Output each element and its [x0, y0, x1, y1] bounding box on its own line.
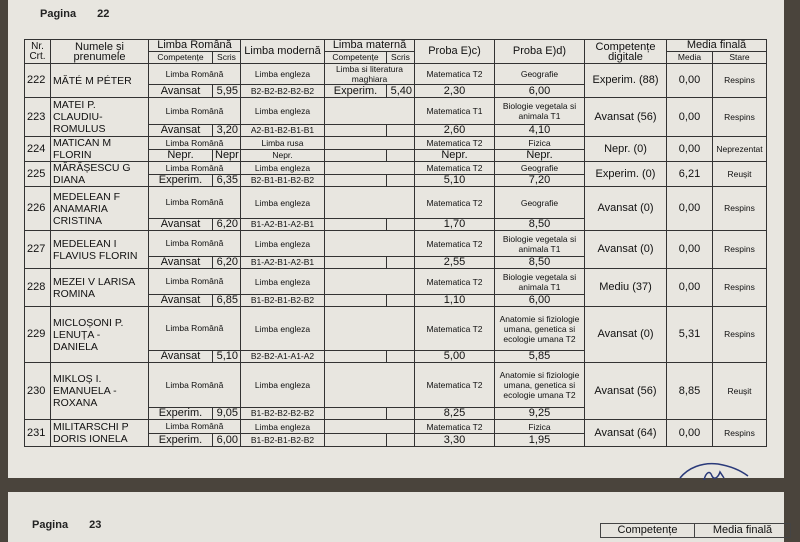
- stare-value: Respins: [713, 231, 767, 269]
- proba-c-subject: Matematica T2: [415, 269, 495, 295]
- proba-c-subject: Matematica T2: [415, 363, 495, 408]
- ro-written-grade: 5,10: [213, 351, 241, 363]
- signature-mark: [678, 458, 750, 484]
- digital-level: Avansat (0): [585, 307, 667, 363]
- matern-written-grade: [387, 175, 415, 187]
- stare-value: Respins: [713, 420, 767, 447]
- candidate-name: MEDELEAN I FLAVIUS FLORIN: [51, 231, 149, 269]
- col-matern-scris-header: Scris: [387, 52, 415, 64]
- row-nr: 222: [25, 64, 51, 98]
- ro-subject: Limba Română: [149, 363, 241, 408]
- row-nr: 231: [25, 420, 51, 447]
- col-ro-header: Limba Română: [149, 40, 241, 52]
- matern-subject: [325, 307, 415, 351]
- row-nr: 227: [25, 231, 51, 269]
- proba-d-subject: Anatomie si fiziologie umana, genetica si ecologie umana T2: [495, 307, 585, 351]
- digital-level: Avansat (64): [585, 420, 667, 447]
- table-row: [25, 420, 767, 434]
- col-media-finala-header: Media finală: [695, 524, 791, 538]
- proba-c-grade: 1,70: [415, 219, 495, 231]
- stare-value: Respins: [713, 307, 767, 363]
- ro-competence: Nepr.: [149, 150, 213, 162]
- page-header-22: [40, 8, 109, 20]
- candidate-name: MEDELEAN F ANAMARIA CRISTINA: [51, 187, 149, 231]
- proba-d-grade: 8,50: [495, 257, 585, 269]
- page-number: 22: [97, 8, 110, 20]
- proba-c-subject: Matematica T2: [415, 420, 495, 434]
- ro-subject: Limba Română: [149, 187, 241, 219]
- modern-level: B1-A2-B1-A2-B1: [241, 257, 325, 269]
- ro-competence: Experim.: [149, 175, 213, 187]
- page-header-23: [32, 519, 101, 531]
- row-nr: 226: [25, 187, 51, 231]
- proba-d-subject: Geografie: [495, 187, 585, 219]
- proba-d-subject: Biologie vegetala si animala T1: [495, 231, 585, 257]
- proba-c-grade: 5,00: [415, 351, 495, 363]
- col-proba-c-header: Proba E)c): [415, 40, 495, 64]
- stare-value: Neprezentat: [713, 137, 767, 162]
- matern-competence: [325, 351, 387, 363]
- modern-subject: Limba engleza: [241, 162, 325, 175]
- media-value: 0,00: [667, 231, 713, 269]
- matern-written-grade: [387, 150, 415, 162]
- proba-c-subject: Matematica T2: [415, 231, 495, 257]
- digital-level: Experim. (0): [585, 162, 667, 187]
- ro-written-grade: 6,35: [213, 175, 241, 187]
- ro-subject: Limba Română: [149, 307, 241, 351]
- proba-d-subject: Biologie vegetala si animala T1: [495, 98, 585, 125]
- table-row: [25, 363, 767, 408]
- digital-level: Avansat (0): [585, 187, 667, 231]
- modern-subject: Limba engleza: [241, 187, 325, 219]
- digital-level: Nepr. (0): [585, 137, 667, 162]
- modern-level: B1-B2-B1-B2-B2: [241, 434, 325, 447]
- proba-c-subject: Matematica T2: [415, 137, 495, 150]
- proba-c-grade: 8,25: [415, 408, 495, 420]
- matern-written-grade: [387, 408, 415, 420]
- proba-d-subject: Geografie: [495, 64, 585, 85]
- proba-d-grade: 5,85: [495, 351, 585, 363]
- col-stare-header: Stare: [713, 52, 767, 64]
- proba-c-subject: Matematica T2: [415, 64, 495, 85]
- matern-written-grade: [387, 125, 415, 137]
- stare-value: Reușit: [713, 162, 767, 187]
- candidate-name: MĂTÉ M PÉTER: [51, 64, 149, 98]
- proba-d-grade: 1,95: [495, 434, 585, 447]
- modern-subject: Limba engleza: [241, 269, 325, 295]
- candidate-name: MATICAN M FLORIN: [51, 137, 149, 162]
- row-nr: 225: [25, 162, 51, 187]
- stare-value: Respins: [713, 187, 767, 231]
- stare-value: Respins: [713, 64, 767, 98]
- table-row: [25, 162, 767, 175]
- results-table-next-page: [600, 523, 791, 538]
- ro-written-grade: 3,20: [213, 125, 241, 137]
- col-ro-scris-header: Scris: [213, 52, 241, 64]
- proba-c-grade: 3,30: [415, 434, 495, 447]
- table-row: [25, 231, 767, 257]
- row-nr: 230: [25, 363, 51, 420]
- digital-level: Avansat (0): [585, 231, 667, 269]
- candidate-name: MATEI P. CLAUDIU-ROMULUS: [51, 98, 149, 137]
- matern-competence: [325, 257, 387, 269]
- col-matern-comp-header: Competențe: [325, 52, 387, 64]
- ro-subject: Limba Română: [149, 269, 241, 295]
- ro-subject: Limba Română: [149, 137, 241, 150]
- proba-d-grade: Nepr.: [495, 150, 585, 162]
- matern-written-grade: [387, 257, 415, 269]
- media-value: 0,00: [667, 98, 713, 137]
- matern-subject: [325, 231, 415, 257]
- media-value: 0,00: [667, 64, 713, 98]
- row-nr: 228: [25, 269, 51, 307]
- modern-level: B2-B2-B2-B2-B2: [241, 85, 325, 98]
- proba-c-subject: Matematica T2: [415, 187, 495, 219]
- proba-c-grade: 5,10: [415, 175, 495, 187]
- ro-written-grade: 6,20: [213, 219, 241, 231]
- proba-c-grade: 2,55: [415, 257, 495, 269]
- page-label: Pagina: [40, 8, 77, 20]
- candidate-name: MICLOȘONI P. LENUȚA - DANIELA: [51, 307, 149, 363]
- matern-subject: [325, 98, 415, 125]
- matern-subject: [325, 269, 415, 295]
- modern-subject: Limba engleza: [241, 98, 325, 125]
- candidate-name: MIKLOȘ I. EMANUELA - ROXANA: [51, 363, 149, 420]
- table-row: [25, 307, 767, 351]
- proba-d-grade: 4,10: [495, 125, 585, 137]
- proba-c-subject: Matematica T1: [415, 98, 495, 125]
- modern-level: A2-B1-B2-B1-B1: [241, 125, 325, 137]
- matern-written-grade: [387, 219, 415, 231]
- digital-level: Avansat (56): [585, 363, 667, 420]
- proba-c-grade: 2,30: [415, 85, 495, 98]
- proba-c-subject: Matematica T2: [415, 162, 495, 175]
- ro-written-grade: 9,05: [213, 408, 241, 420]
- proba-d-grade: 9,25: [495, 408, 585, 420]
- proba-c-grade: 2,60: [415, 125, 495, 137]
- proba-d-grade: 6,00: [495, 85, 585, 98]
- ro-written-grade: 6,20: [213, 257, 241, 269]
- matern-subject: [325, 187, 415, 219]
- modern-subject: Limba rusa: [241, 137, 325, 150]
- modern-level: B1-B2-B2-B2-B2: [241, 408, 325, 420]
- matern-subject: [325, 420, 415, 434]
- candidate-name: MILITARSCHI P DORIS IONELA: [51, 420, 149, 447]
- ro-competence: Avansat: [149, 125, 213, 137]
- stare-value: Respins: [713, 269, 767, 307]
- media-value: 0,00: [667, 420, 713, 447]
- ro-subject: Limba Română: [149, 98, 241, 125]
- matern-competence: [325, 408, 387, 420]
- ro-subject: Limba Română: [149, 162, 241, 175]
- page-label: Pagina: [32, 519, 69, 531]
- ro-competence: Avansat: [149, 219, 213, 231]
- modern-level: B1-A2-B1-A2-B1: [241, 219, 325, 231]
- table-row: [25, 64, 767, 85]
- matern-subject: [325, 162, 415, 175]
- modern-subject: Limba engleza: [241, 231, 325, 257]
- matern-subject: Limba si literatura maghiara: [325, 64, 415, 85]
- proba-d-grade: 8,50: [495, 219, 585, 231]
- matern-competence: [325, 150, 387, 162]
- proba-d-subject: Biologie vegetala si animala T1: [495, 269, 585, 295]
- proba-d-subject: Fizica: [495, 420, 585, 434]
- matern-competence: [325, 295, 387, 307]
- page-number: 23: [89, 519, 102, 531]
- ro-written-grade: Nepr: [213, 150, 241, 162]
- modern-subject: Limba engleza: [241, 363, 325, 408]
- media-value: 6,21: [667, 162, 713, 187]
- ro-written-grade: 6,00: [213, 434, 241, 447]
- table-row: [25, 98, 767, 125]
- ro-subject: Limba Română: [149, 420, 241, 434]
- table-row: [25, 269, 767, 295]
- col-digital-header: Competențe: [601, 524, 695, 538]
- proba-c-grade: 1,10: [415, 295, 495, 307]
- modern-level: B2-B1-B1-B2-B2: [241, 175, 325, 187]
- col-ro-comp-header: Competențe: [149, 52, 213, 64]
- col-digital-header: Competențe digitale: [585, 40, 667, 64]
- proba-d-grade: 7,20: [495, 175, 585, 187]
- proba-d-subject: Anatomie si fiziologie umana, genetica si ecologie umana T2: [495, 363, 585, 408]
- proba-d-subject: Geografie: [495, 162, 585, 175]
- media-value: 0,00: [667, 137, 713, 162]
- candidate-name: MEZEI V LARISA ROMINA: [51, 269, 149, 307]
- proba-d-subject: Fizica: [495, 137, 585, 150]
- ro-competence: Avansat: [149, 351, 213, 363]
- matern-written-grade: [387, 295, 415, 307]
- matern-competence: [325, 125, 387, 137]
- col-media-finala-header: Media finală: [667, 40, 767, 52]
- table-row: [25, 187, 767, 219]
- matern-competence: Experim.: [325, 85, 387, 98]
- proba-c-grade: Nepr.: [415, 150, 495, 162]
- ro-written-grade: 5,95: [213, 85, 241, 98]
- stare-value: Reușit: [713, 363, 767, 420]
- col-modern-header: Limba modernă: [241, 40, 325, 64]
- matern-written-grade: [387, 351, 415, 363]
- media-value: 0,00: [667, 187, 713, 231]
- results-table: [24, 39, 767, 447]
- candidate-name: MĂRĂȘESCU G DIANA: [51, 162, 149, 187]
- matern-competence: [325, 175, 387, 187]
- stare-value: Respins: [713, 98, 767, 137]
- matern-subject: [325, 363, 415, 408]
- digital-level: Avansat (56): [585, 98, 667, 137]
- ro-competence: Experim.: [149, 434, 213, 447]
- media-value: 8,85: [667, 363, 713, 420]
- matern-competence: [325, 219, 387, 231]
- modern-subject: Limba engleza: [241, 420, 325, 434]
- modern-level: B2-B2-A1-A1-A2: [241, 351, 325, 363]
- ro-competence: Avansat: [149, 295, 213, 307]
- col-proba-d-header: Proba E)d): [495, 40, 585, 64]
- modern-level: B1-B2-B1-B2-B2: [241, 295, 325, 307]
- digital-level: Experim. (88): [585, 64, 667, 98]
- media-value: 5,31: [667, 307, 713, 363]
- col-media-header: Media: [667, 52, 713, 64]
- row-nr: 224: [25, 137, 51, 162]
- modern-subject: Limba engleza: [241, 64, 325, 85]
- modern-subject: Limba engleza: [241, 307, 325, 351]
- proba-c-subject: Matematica T2: [415, 307, 495, 351]
- ro-written-grade: 6,85: [213, 295, 241, 307]
- modern-level: Nepr.: [241, 150, 325, 162]
- matern-written-grade: 5,40: [387, 85, 415, 98]
- col-name-header: Numele și prenumele: [51, 40, 149, 64]
- col-matern-header: Limba maternă: [325, 40, 415, 52]
- matern-subject: [325, 137, 415, 150]
- media-value: 0,00: [667, 269, 713, 307]
- col-nr-header: Nr. Crt.: [25, 40, 51, 64]
- ro-competence: Experim.: [149, 408, 213, 420]
- ro-competence: Avansat: [149, 257, 213, 269]
- ro-competence: Avansat: [149, 85, 213, 98]
- ro-subject: Limba Română: [149, 64, 241, 85]
- matern-competence: [325, 434, 387, 447]
- table-row: [25, 137, 767, 150]
- proba-d-grade: 6,00: [495, 295, 585, 307]
- digital-level: Mediu (37): [585, 269, 667, 307]
- ro-subject: Limba Română: [149, 231, 241, 257]
- row-nr: 229: [25, 307, 51, 363]
- row-nr: 223: [25, 98, 51, 137]
- matern-written-grade: [387, 434, 415, 447]
